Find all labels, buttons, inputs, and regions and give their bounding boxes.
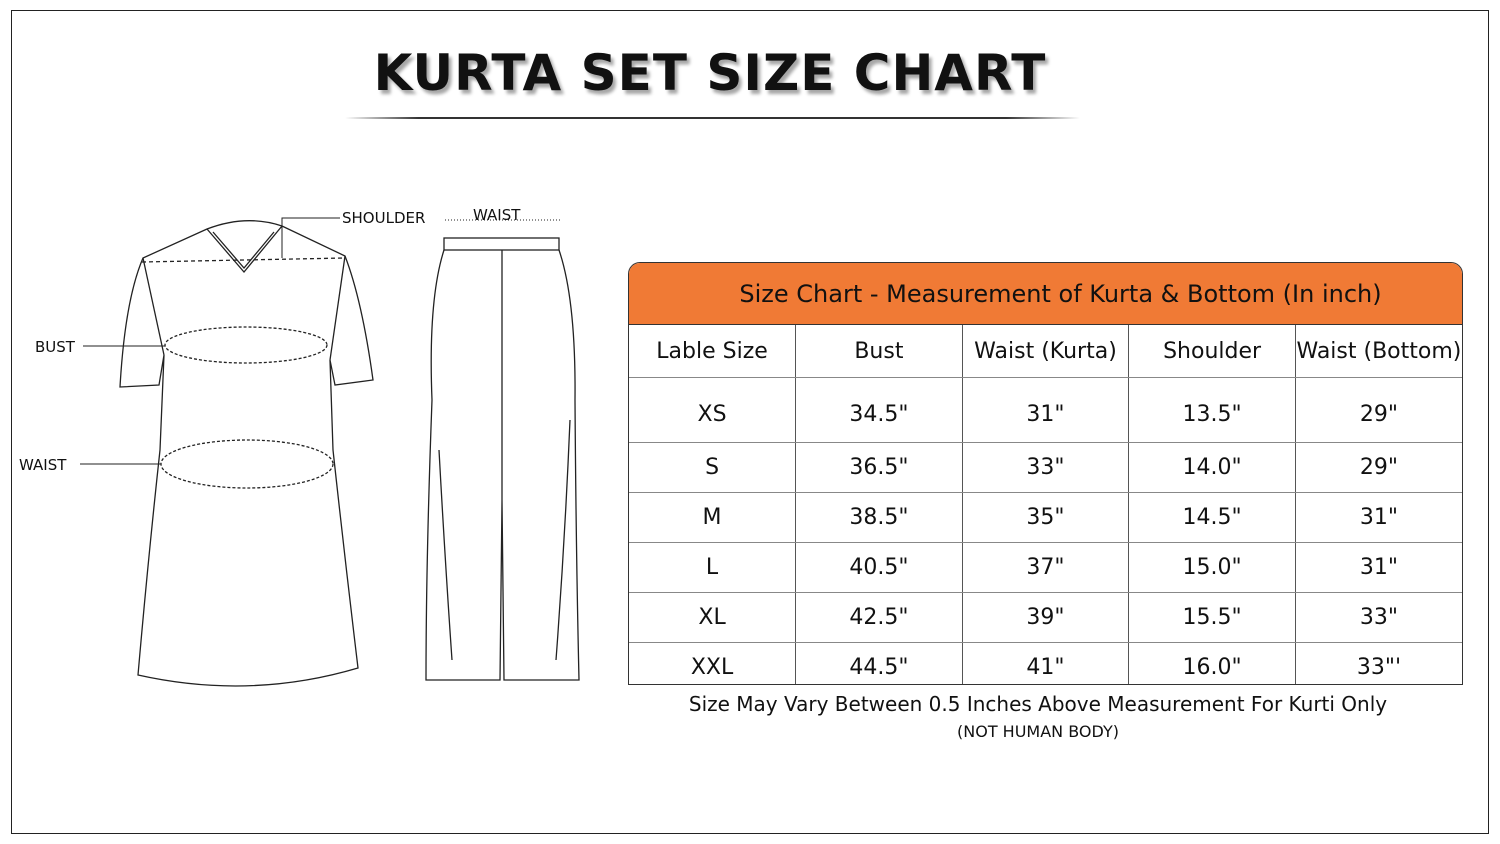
column-header: Shoulder: [1129, 325, 1296, 378]
table-cell: 33": [1295, 593, 1462, 643]
column-header: Waist (Kurta): [962, 325, 1129, 378]
table-cell: 33": [962, 443, 1129, 493]
bust-label: BUST: [35, 338, 75, 356]
table-cell: 39": [962, 593, 1129, 643]
table-cell: 31": [1295, 493, 1462, 543]
column-header: Bust: [796, 325, 963, 378]
table-cell: XS: [629, 378, 796, 443]
table-cell: 35": [962, 493, 1129, 543]
table-cell: 34.5": [796, 378, 963, 443]
table-row: [629, 643, 1462, 686]
table-cell: 14.5": [1129, 493, 1296, 543]
size-chart-heading: Size Chart - Measurement of Kurta & Bottom (In inch): [629, 263, 1462, 325]
table-row: [629, 593, 1462, 643]
table-cell: M: [629, 493, 796, 543]
table-cell: 38.5": [796, 493, 963, 543]
size-chart-table-card: [628, 262, 1463, 685]
size-chart-table: [629, 325, 1462, 685]
table-row: [629, 378, 1462, 443]
table-cell: 16.0": [1129, 643, 1296, 686]
table-cell: 29": [1295, 443, 1462, 493]
table-cell: 31": [962, 378, 1129, 443]
table-cell: 31": [1295, 543, 1462, 593]
waist-label: WAIST: [19, 456, 67, 474]
table-cell: 41": [962, 643, 1129, 686]
kurta-outline-icon: [120, 221, 373, 686]
page-title: KURTA SET SIZE CHART: [373, 44, 1047, 102]
table-cell: 13.5": [1129, 378, 1296, 443]
table-cell: XXL: [629, 643, 796, 686]
table-cell: 29": [1295, 378, 1462, 443]
measurement-subnote: (NOT HUMAN BODY): [957, 722, 1119, 741]
table-cell: 42.5": [796, 593, 963, 643]
column-header: Lable Size: [629, 325, 796, 378]
table-cell: 37": [962, 543, 1129, 593]
table-row: [629, 543, 1462, 593]
table-cell: 36.5": [796, 443, 963, 493]
bottom-outline-icon: [426, 238, 579, 680]
garment-illustration: [0, 0, 620, 844]
shoulder-label: SHOULDER: [342, 209, 426, 227]
table-cell: 15.5": [1129, 593, 1296, 643]
measurement-note: Size May Vary Between 0.5 Inches Above Measurement For Kurti Only: [688, 692, 1388, 716]
table-cell: 44.5": [796, 643, 963, 686]
table-cell: 40.5": [796, 543, 963, 593]
table-row: [629, 443, 1462, 493]
table-header-row: [629, 325, 1462, 378]
column-header: Waist (Bottom): [1295, 325, 1462, 378]
table-row: [629, 493, 1462, 543]
table-cell: XL: [629, 593, 796, 643]
table-cell: 15.0": [1129, 543, 1296, 593]
table-cell: S: [629, 443, 796, 493]
table-cell: L: [629, 543, 796, 593]
table-cell: 14.0": [1129, 443, 1296, 493]
bottom-waist-label: WAIST: [473, 206, 521, 224]
table-cell: 33"': [1356, 655, 1402, 680]
